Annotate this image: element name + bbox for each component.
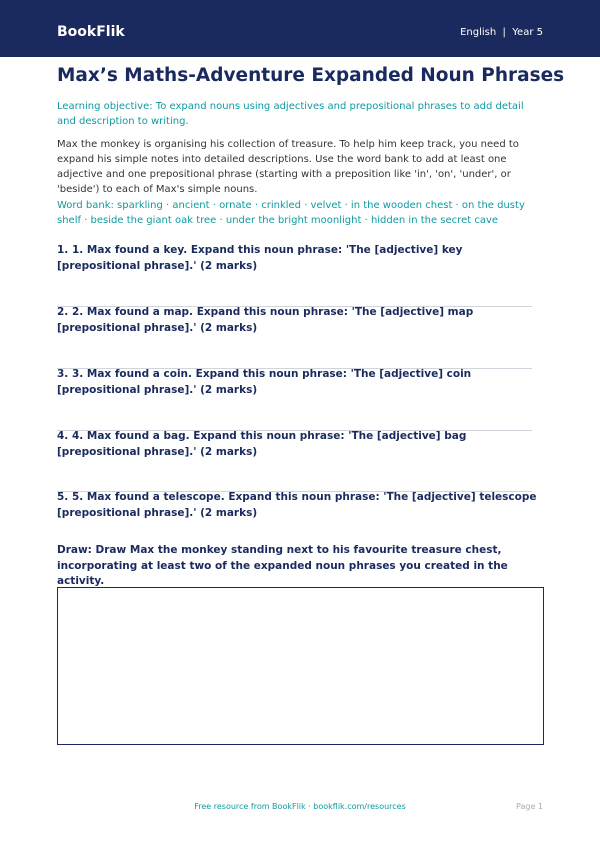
learning-objective: Learning objective: To expand nouns using adjectives and prepositional phrases to add detail and description to writing. bbox=[57, 101, 524, 127]
intro-text: Max the monkey is organising his collection of treasure. To help him keep track, you need to expand his simple notes into detailed descriptions. Use the word bank to add at least one adjective and one prepositional phrase (starting with a preposition like 'in', 'on', 'under', or 'beside') to each of Max's simple nouns. bbox=[57, 139, 519, 195]
question-4: 4. 4. Max found a bag. Expand this noun phrase: 'The [adjective] bag [prepositional phrase].' (2 marks) bbox=[57, 430, 467, 458]
draw-prompt: Draw: Draw Max the monkey standing next to his favourite treasure chest, incorporating at least two of the expanded noun phrases you created in the activity. bbox=[57, 544, 508, 587]
word-bank: Word bank: sparkling · ancient · ornate · crinkled · velvet · in the wooden chest · on the dusty shelf · beside the giant oak tree · under the bright moonlight · hidden in the secret cave bbox=[57, 200, 525, 226]
question-5: 5. 5. Max found a telescope. Expand this noun phrase: 'The [adjective] telescope [prepositional phrase].' (2 marks) bbox=[57, 491, 537, 519]
brand-logo[interactable]: BookFlik bbox=[57, 24, 125, 40]
question-1: 1. 1. Max found a key. Expand this noun phrase: 'The [adjective] key [prepositional phrase].' (2 marks) bbox=[57, 244, 463, 272]
question-3: 3. 3. Max found a coin. Expand this noun phrase: 'The [adjective] coin [prepositional phrase].' (2 marks) bbox=[57, 368, 472, 396]
page-number: Page 1 bbox=[516, 802, 543, 811]
subject-label: English bbox=[460, 27, 497, 38]
footer-text[interactable]: Free resource from BookFlik · bookflik.com/resources bbox=[194, 802, 406, 811]
page-title: Max’s Maths-Adventure Expanded Noun Phrases bbox=[57, 65, 565, 86]
header-separator: | bbox=[502, 27, 506, 38]
year-label: Year 5 bbox=[512, 27, 543, 38]
drawing-area[interactable] bbox=[57, 587, 544, 745]
subject-year-label bbox=[460, 27, 543, 38]
question-2: 2. 2. Max found a map. Expand this noun phrase: 'The [adjective] map [prepositional phrase].' (2 marks) bbox=[57, 306, 474, 334]
page-header bbox=[0, 0, 600, 57]
